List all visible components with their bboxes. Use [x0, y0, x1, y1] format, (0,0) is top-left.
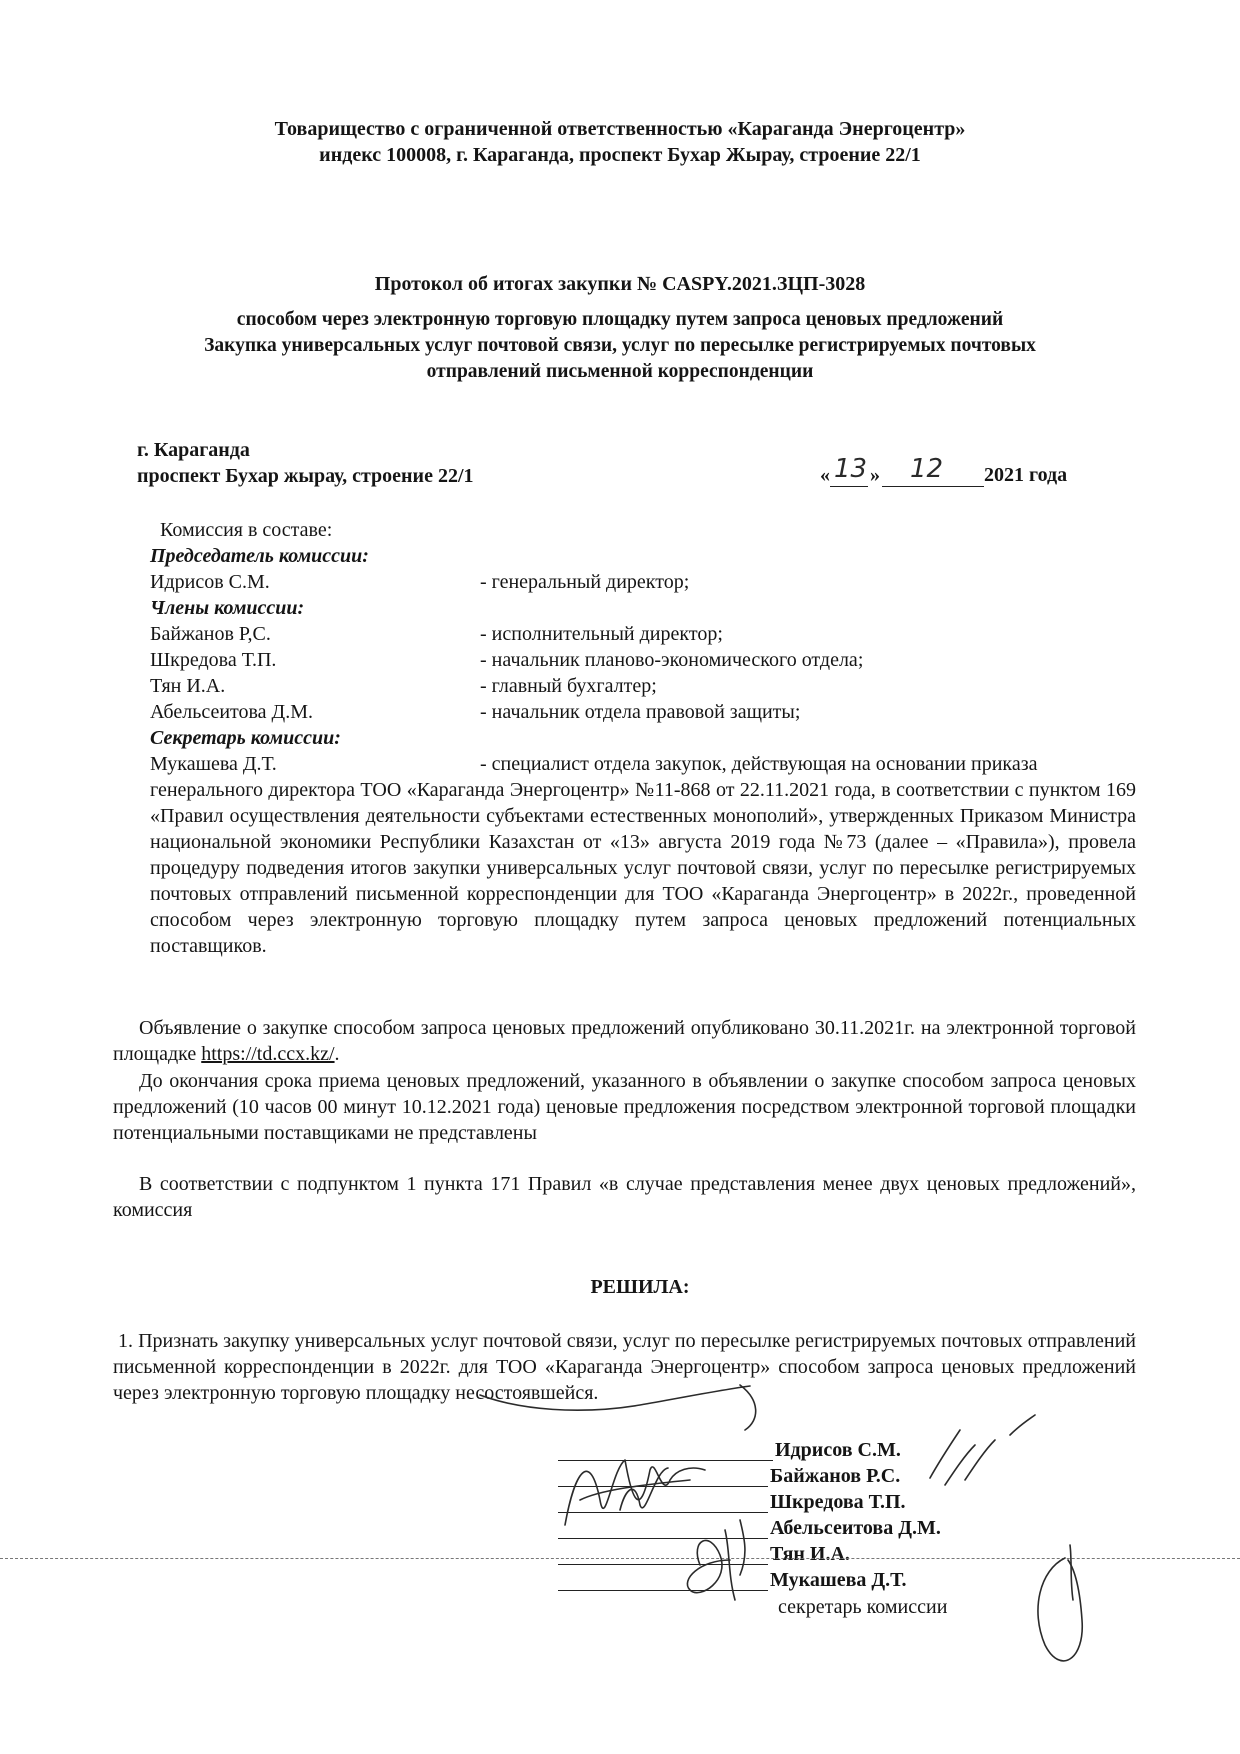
date-underline-day	[830, 486, 868, 487]
announcement-paragraph	[113, 1015, 1136, 1067]
secretary-role-rest: генерального директора ТОО «Караганда Энергоцентр» №11-868 от 22.11.2021 года, в соответствии с пунктом 169 «Правил осуществления деятельности субъектами естественных монополий», утвержденных Приказом Министра национальной экономики Республики Казахстан от «13» августа 2019 года №73 (далее – «Правила»), провела процедуру подведения итогов закупки универсальных услуг почтовой связи, услуг по пересылке регистрируемых почтовых отправлений письменной корреспонденции для ТОО «Караганда Энергоцентр» в 2022г., проведенной способом через электронную торговую площадку путем запроса ценовых предложений потенциальных поставщиков.	[150, 779, 1136, 957]
date-month: 12	[910, 454, 944, 484]
date-day: 13	[834, 454, 868, 484]
member-name: Абельсеитова Д.М.	[150, 701, 313, 723]
signature-line	[558, 1538, 768, 1539]
signature-line	[558, 1460, 773, 1461]
signature-line	[558, 1486, 768, 1487]
date-year: 2021 года	[984, 464, 1068, 486]
member-name: Байжанов Р,С.	[150, 623, 271, 645]
commission-intro: Комиссия в составе:	[160, 519, 333, 541]
secretary-name: Мукашева Д.Т.	[150, 753, 277, 775]
org-name: Товарищество с ограниченной ответственностью «Караганда Энергоцентр»	[274, 118, 966, 140]
scan-fold-line	[0, 1558, 1240, 1559]
deadline-paragraph: До окончания срока приема ценовых предложений, указанного в объявлении о закупке способом запроса ценовых предложений (10 часов 00 минут 10.12.2021 года) ценовые предложения посредством электронной торговой площадки потенциальными поставщиками не представлены	[113, 1070, 1136, 1144]
secretary-caption: секретарь комиссии	[778, 1596, 948, 1618]
secretary-role-first: - специалист отдела закупок, действующая на основании приказа	[480, 753, 1038, 775]
member-role: - начальник планово-экономического отдела;	[480, 649, 864, 671]
date-close-quote: »	[870, 464, 880, 486]
place-city: г. Караганда	[137, 439, 250, 461]
protocol-subject-line2: отправлений письменной корреспонденции	[426, 361, 814, 382]
member-name: Шкредова Т.П.	[150, 649, 277, 671]
signer-name: Идрисов С.М.	[775, 1439, 901, 1461]
secretary-heading: Секретарь комиссии:	[150, 727, 341, 749]
signer-name: Тян И.А.	[770, 1543, 850, 1565]
protocol-subtitle: способом через электронную торговую площадку путем запроса ценовых предложений	[236, 309, 1004, 330]
platform-link[interactable]: https://td.ccx.kz/	[201, 1043, 335, 1065]
member-role: - начальник отдела правовой защиты;	[480, 701, 801, 723]
signer-name: Шкредова Т.П.	[770, 1491, 906, 1513]
member-name: Тян И.А.	[150, 675, 226, 697]
protocol-title: Протокол об итогах закупки № CASPY.2021.ЗЦП-3028	[374, 273, 866, 295]
signature-line	[558, 1590, 768, 1591]
chair-role: - генеральный директор;	[480, 571, 690, 593]
signer-name: Мукашева Д.Т.	[770, 1569, 907, 1591]
org-address: индекс 100008, г. Караганда, проспект Бухар Жырау, строение 22/1	[319, 144, 921, 166]
member-role: - главный бухгалтер;	[480, 675, 657, 697]
signer-name: Байжанов Р.С.	[770, 1465, 901, 1487]
chair-name: Идрисов С.М.	[150, 571, 270, 593]
place-address: проспект Бухар жырау, строение 22/1	[137, 465, 474, 487]
protocol-subject-line1: Закупка универсальных услуг почтовой связи, услуг по пересылке регистрируемых почтовых	[204, 335, 1036, 356]
signer-name: Абельсеитова Д.М.	[770, 1517, 941, 1539]
signature-line	[558, 1512, 768, 1513]
member-role: - исполнительный директор;	[480, 623, 723, 645]
protocol-date	[820, 454, 1080, 492]
date-underline-month	[882, 486, 984, 487]
announcement-end: .	[334, 1043, 340, 1065]
date-open-quote: «	[820, 464, 830, 486]
members-heading: Члены комиссии:	[150, 597, 305, 619]
chair-heading: Председатель комиссии:	[150, 545, 369, 567]
rule-reference-paragraph: В соответствии с подпунктом 1 пункта 171 Правил «в случае представления менее двух ценовых предложений», комиссия	[113, 1173, 1136, 1221]
decision-heading: РЕШИЛА:	[590, 1276, 690, 1298]
announcement-text: Объявление о закупке способом запроса ценовых предложений опубликовано 30.11.2021г. на электронной торговой площадке	[113, 1017, 1136, 1065]
decision-item-1: 1. Признать закупку универсальных услуг почтовой связи, услуг по пересылке регистрируемых почтовых отправлений письменной корреспонденции в 2022г. для ТОО «Караганда Энергоцентр» способом запроса ценовых предложений через электронную торговую площадку несостоявшейся.	[113, 1330, 1136, 1404]
signature-line	[558, 1564, 768, 1565]
